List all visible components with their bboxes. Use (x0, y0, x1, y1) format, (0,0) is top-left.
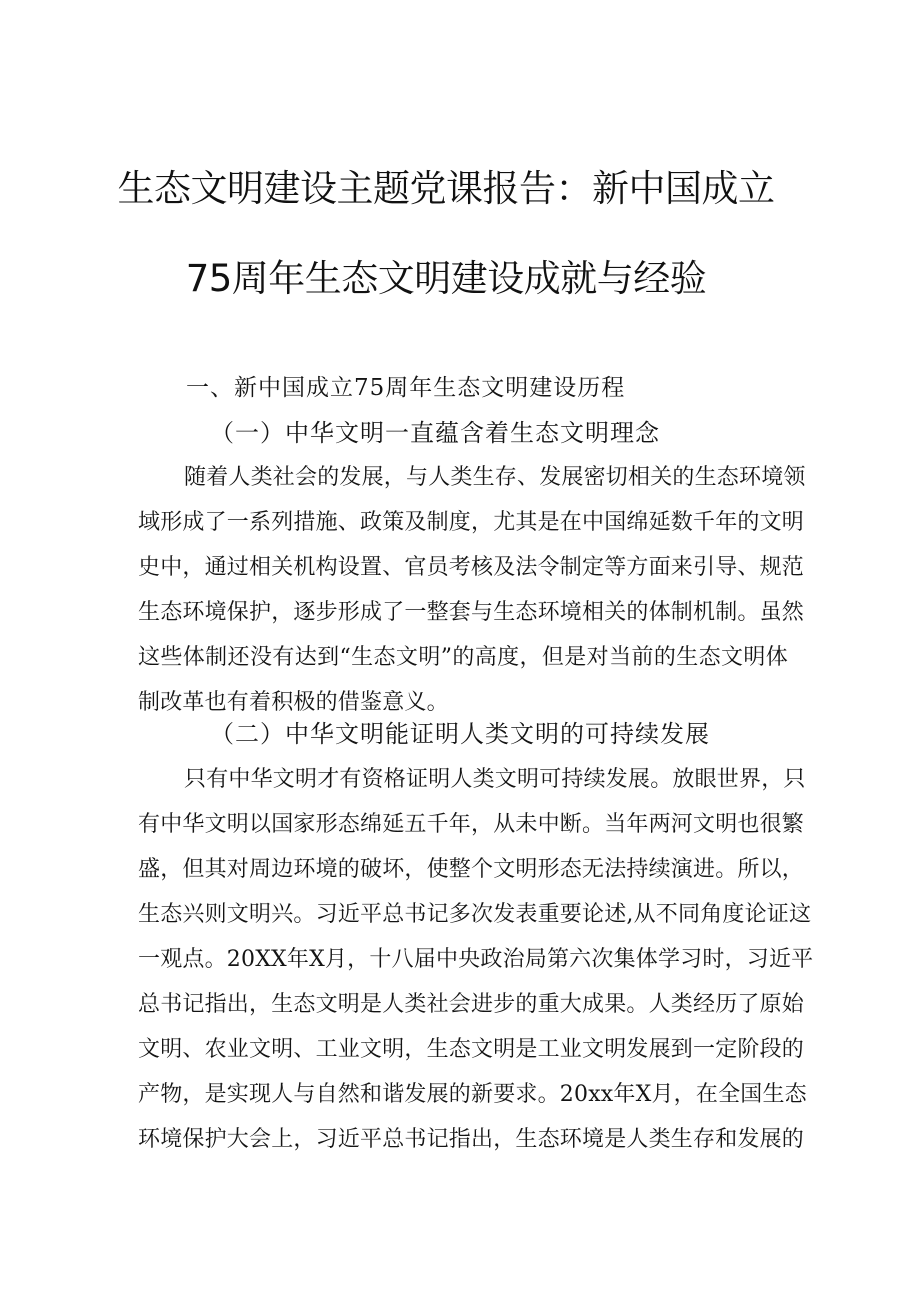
paragraph-2 (138, 757, 814, 1162)
subsection-heading-2: （二）中华文明能证明人类文明的可持续发展 (210, 720, 710, 748)
paragraph-line: 文明、农业文明、工业文明，生态文明是工业文明发展到一定阶段的 (138, 1037, 805, 1062)
section-heading: 一、新中国成立75周年生态文明建设历程 (186, 375, 626, 401)
paragraph-line: 随着人类社会的发展，与人类生存、发展密切相关的生态环境领 (184, 465, 806, 490)
paragraph-line: 这些体制还没有达到“生态文明”的高度，但是对当前的生态文明体 (138, 645, 788, 670)
paragraph-line: 生态环境保护，逐步形成了一整套与生态环境相关的体制机制。虽然 (138, 600, 805, 625)
paragraph-line: 史中，通过相关机构设置、官员考核及法令制定等方面来引导、规范 (138, 555, 805, 580)
paragraph-1 (138, 455, 806, 725)
paragraph-line: 只有中华文明才有资格证明人类文明可持续发展。放眼世界，只 (184, 767, 806, 792)
document-title-line-2: 75周年生态文明建设成就与经验 (185, 257, 707, 300)
paragraph-line: 盛，但其对周边环境的破坏，使整个文明形态无法持续演进。所以， (138, 857, 805, 882)
paragraph-line: 制改革也有着积极的借鉴意义。 (138, 690, 449, 715)
paragraph-line: 环境保护大会上，习近平总书记指出，生态环境是人类生存和发展的 (138, 1127, 805, 1152)
paragraph-line: 产物，是实现人与自然和谐发展的新要求。20xx年X月，在全国生态 (138, 1082, 807, 1107)
paragraph-line: 生态兴则文明兴。习近平总书记多次发表重要论述,从不同角度论证这 (138, 902, 812, 927)
document-title-line-1: 生态文明建设主题党课报告：新中国成立 (117, 167, 775, 210)
paragraph-line: 一观点。20XX年X月，十八届中央政治局第六次集体学习时，习近平 (138, 947, 814, 972)
paragraph-line: 总书记指出，生态文明是人类社会进步的重大成果。人类经历了原始 (138, 992, 805, 1017)
paragraph-line: 有中华文明以国家形态绵延五千年，从未中断。当年两河文明也很繁 (138, 812, 805, 837)
subsection-heading-1: （一）中华文明一直蕴含着生态文明理念 (210, 419, 660, 447)
paragraph-line: 域形成了一系列措施、政策及制度，尤其是在中国绵延数千年的文明 (138, 510, 805, 535)
